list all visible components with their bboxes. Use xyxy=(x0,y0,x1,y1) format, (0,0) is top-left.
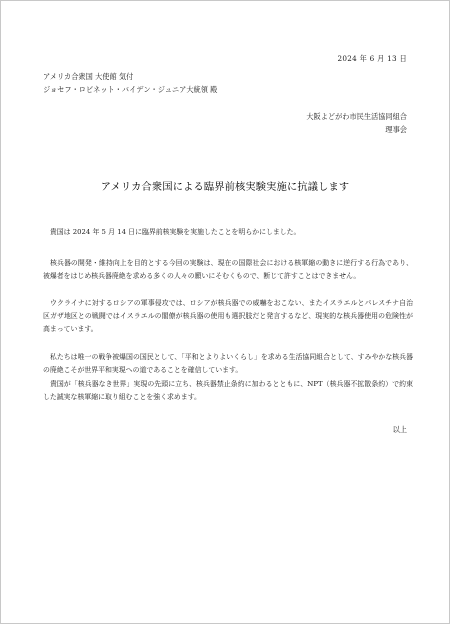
sender-role: 理事会 xyxy=(385,125,407,134)
document-title: アメリカ合衆国による臨界前核実験実施に抗議します xyxy=(100,182,350,193)
sender-block xyxy=(306,110,407,136)
document-date: 2024 年 6 月 13 日 xyxy=(337,54,407,63)
paragraph-5: 貴国が「核兵器なき世界」実現の先頭に立ち、核兵器禁止条約に加わるとともに、NPT（核兵器不拡散条約）で約束した誠実な核軍縮に取り組むことを強く求めます。 xyxy=(43,380,413,402)
paragraph-4: 私たちは唯一の戦争被爆国の国民として、「平和とよりよいくらし」を求める生活協同組合として、すみやかな核兵器の廃絶こそが世界平和実現への道であることを確信しています。 xyxy=(43,353,413,375)
addressee-block xyxy=(43,70,217,96)
addressee-line-1: アメリカ合衆国 大使館 気付 xyxy=(43,72,134,81)
paragraph-3: ウクライナに対するロシアの軍事侵攻では、ロシアが核兵器での威嚇をおこない、またイスラエルとパレスチナ自治区ガザ地区との戦闘ではイスラエルの閣僚が核兵器の使用も選択肢だと発言するなど、現実的な核兵器使用の危険性が高まっています。 xyxy=(43,299,413,334)
addressee-line-2: ジョセフ・ロビネット・バイデン・ジュニア大統領 殿 xyxy=(43,85,218,94)
closing-remark: 以上 xyxy=(392,425,407,434)
paragraph-1: 貴国は 2024 年 5 月 14 日に臨界前核実験を実施したことを明らかにしました。 xyxy=(43,228,301,236)
sender-organization: 大阪よどがわ市民生活協同組合 xyxy=(306,112,407,121)
paragraph-2: 核兵器の開発・維持向上を目的とする今回の実験は、現在の国際社会における核軍縮の動きに逆行する行為であり、被爆者をはじめ核兵器廃絶を求める多くの人々の願いにそむくもので、断じて許すことはできません。 xyxy=(43,259,413,281)
